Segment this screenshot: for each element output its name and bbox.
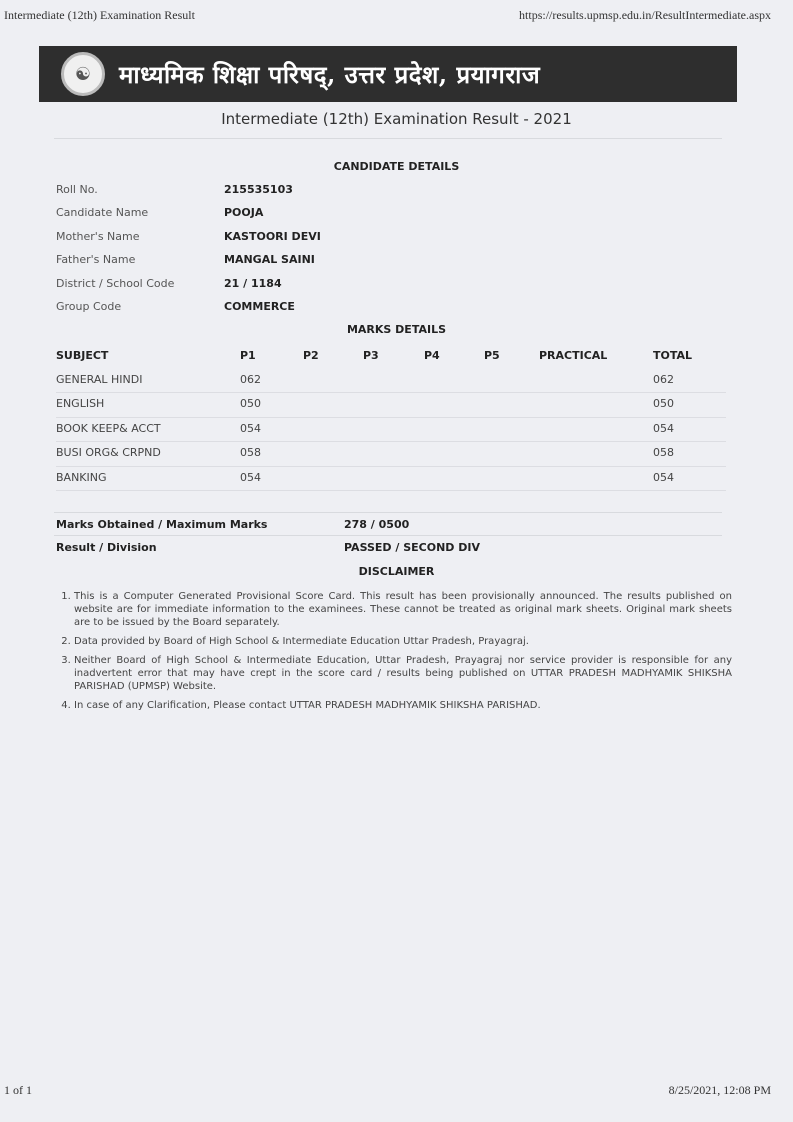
header-practical: PRACTICAL	[539, 349, 608, 362]
disclaimer-list	[58, 590, 732, 718]
candidate-field-label: Candidate Name	[56, 206, 149, 219]
total-marks: 062	[653, 372, 674, 386]
divider	[54, 535, 722, 536]
candidate-field-value: COMMERCE	[224, 300, 295, 313]
p1-marks: 058	[240, 446, 261, 459]
table-row	[56, 393, 726, 418]
board-banner	[39, 46, 737, 102]
table-row	[56, 442, 726, 467]
up-government-emblem-icon: ☯	[61, 52, 105, 96]
page-title: Intermediate (12th) Examination Result - 2021	[221, 110, 572, 128]
header-p2: P2	[303, 349, 319, 362]
print-header-url: https://results.upmsp.edu.in/ResultIntermediate.aspx	[519, 8, 771, 22]
result-value: PASSED / SECOND DIV	[344, 541, 481, 554]
candidate-field-value: 21 / 1184	[224, 277, 282, 290]
candidate-field-label: Mother's Name	[56, 230, 140, 243]
subject-name: ENGLISH	[56, 397, 105, 410]
total-marks: 054	[653, 470, 674, 484]
candidate-field-label: Father's Name	[56, 253, 136, 266]
disclaimer-title: DISCLAIMER	[358, 565, 435, 578]
candidate-field-value: 215535103	[224, 183, 293, 196]
divider	[54, 138, 722, 139]
total-marks: 050	[653, 397, 674, 410]
table-row	[56, 467, 726, 492]
header-p1: P1	[240, 349, 256, 362]
result-label: Result / Division	[56, 541, 157, 554]
disclaimer-item: 2. Data provided by Board of High School & Intermediate Education Uttar Pradesh, Prayagraj.	[74, 635, 732, 648]
total-marks: 058	[653, 446, 674, 459]
candidate-field-label: District / School Code	[56, 277, 175, 290]
candidate-field-value: POOJA	[224, 206, 264, 219]
candidate-field-label: Group Code	[56, 300, 122, 313]
print-header-title: Intermediate (12th) Examination Result	[4, 8, 195, 22]
p1-marks: 054	[240, 421, 261, 435]
divider	[54, 512, 722, 513]
subject-name: BOOK KEEP& ACCT	[56, 421, 161, 435]
disclaimer-item: 3. Neither Board of High School & Intermediate Education, Uttar Pradesh, Prayagraj nor service provider is responsible for any inadvertent error that may have crept in the score card / results being published on UTTAR PRADESH MADHYAMIK SHIKSHA PARISHAD (UPMSP) Website.	[74, 654, 732, 693]
total-marks: 054	[653, 421, 674, 435]
marks-table-header	[56, 345, 726, 369]
page-number: 1 of 1	[4, 1083, 32, 1097]
candidate-field-value: KASTOORI DEVI	[224, 230, 321, 243]
p1-marks: 050	[240, 397, 261, 410]
header-total: TOTAL	[653, 349, 693, 362]
print-header	[4, 8, 771, 23]
p1-marks: 062	[240, 372, 261, 386]
print-datetime: 8/25/2021, 12:08 PM	[668, 1083, 771, 1097]
candidate-field-value: MANGAL SAINI	[224, 253, 315, 266]
header-p5: P5	[484, 349, 500, 362]
marks-section-title: MARKS DETAILS	[346, 323, 447, 336]
header-subject: SUBJECT	[56, 349, 109, 362]
marks-table	[56, 345, 726, 491]
board-title: माध्यमिक शिक्षा परिषद्, उत्तर प्रदेश, प्रयागराज	[119, 59, 541, 89]
candidate-field-label: Roll No.	[56, 183, 98, 196]
header-p4: P4	[424, 349, 440, 362]
table-row	[56, 369, 726, 394]
marks-summary-label: Marks Obtained / Maximum Marks	[56, 518, 268, 531]
header-p3: P3	[363, 349, 379, 362]
print-footer	[4, 1083, 771, 1098]
disclaimer-item: 4. In case of any Clarification, Please contact UTTAR PRADESH MADHYAMIK SHIKSHA PARISHAD.	[74, 699, 732, 712]
table-row	[56, 418, 726, 443]
subject-name: BUSI ORG& CRPND	[56, 446, 161, 459]
disclaimer-item: 1. This is a Computer Generated Provisional Score Card. This result has been provisionally announced. The results published on website are for immediate information to the examinees. These cannot be treated as original mark sheets. Original mark sheets are to be issued by the Board separately.	[74, 590, 732, 629]
candidate-section-title: CANDIDATE DETAILS	[333, 160, 460, 173]
marks-summary-value: 278 / 0500	[344, 518, 410, 531]
subject-name: GENERAL HINDI	[56, 372, 143, 386]
p1-marks: 054	[240, 470, 261, 484]
subject-name: BANKING	[56, 470, 107, 484]
